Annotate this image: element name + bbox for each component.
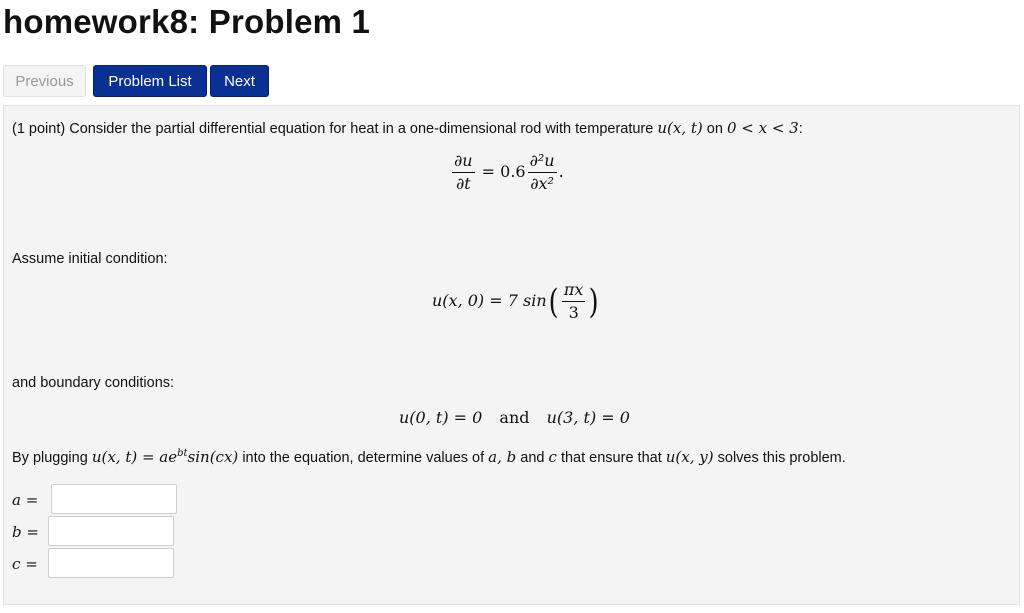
- plug-vars: a, b: [488, 448, 517, 466]
- pde-period: .: [558, 162, 564, 181]
- answer-a-label: a =: [12, 491, 39, 509]
- answer-a-input[interactable]: [51, 484, 177, 514]
- boundary-condition-label: and boundary conditions:: [12, 375, 175, 391]
- plug-tail1: that ensure that: [560, 450, 662, 466]
- previous-button[interactable]: Previous: [3, 65, 86, 97]
- plug-mid: into the equation, determine values of: [242, 450, 485, 466]
- initial-condition-equation: u(x, 0) = 7 sin( $\frac{\pi x}{3}$ ): [432, 280, 600, 322]
- page-title: homework8: Problem 1: [3, 3, 371, 40]
- intro-function: u(x, t): [657, 119, 703, 137]
- initial-frac-num: πx: [562, 281, 586, 302]
- answer-c-input[interactable]: [48, 548, 174, 578]
- boundary-left: u(0, t) = 0: [399, 408, 483, 427]
- boundary-condition-equation: [399, 408, 630, 427]
- answer-c-label: c =: [12, 555, 38, 573]
- pde-coefficient: = 0.6: [481, 162, 526, 181]
- plug-lead: By plugging: [12, 450, 88, 466]
- pde-rhs-den: ∂x²: [530, 174, 554, 193]
- answer-b-input[interactable]: [48, 516, 174, 546]
- intro-lead: (1 point) Consider the partial differential equation for heat in a one-dimensional rod with temperature: [12, 121, 654, 137]
- problem-intro: [12, 119, 803, 137]
- initial-frac-den: 3: [568, 303, 579, 322]
- plug-expression: u(x, $t) = ae^{bt}\sin(cx)$: [91, 448, 239, 466]
- pde-lhs-num: ∂u: [452, 152, 475, 173]
- next-button[interactable]: Next: [210, 65, 269, 97]
- problem-body: [3, 105, 1020, 605]
- boundary-and: and: [499, 408, 530, 427]
- answer-b-label: b =: [12, 523, 39, 541]
- intro-domain: 0 < x < 3: [726, 119, 799, 137]
- initial-lhs: u(x, 0) = 7 sin: [432, 291, 547, 310]
- pde-lhs-den: ∂t: [455, 174, 471, 193]
- pde-rhs-num: ∂²u: [528, 152, 557, 173]
- boundary-right: u(3, t) = 0: [546, 408, 630, 427]
- plug-and: and: [520, 450, 545, 466]
- problem-list-button[interactable]: Problem List: [93, 65, 207, 97]
- plug-tail2: solves this problem.: [717, 450, 846, 466]
- plug-uxy: u(x, y): [665, 448, 714, 466]
- plug-c: c: [548, 448, 557, 466]
- plug-instruction: [12, 448, 846, 466]
- initial-condition-label: Assume initial condition:: [12, 251, 168, 267]
- pde-equation: [450, 152, 564, 193]
- intro-on: on: [706, 121, 723, 137]
- intro-colon: :: [798, 121, 803, 137]
